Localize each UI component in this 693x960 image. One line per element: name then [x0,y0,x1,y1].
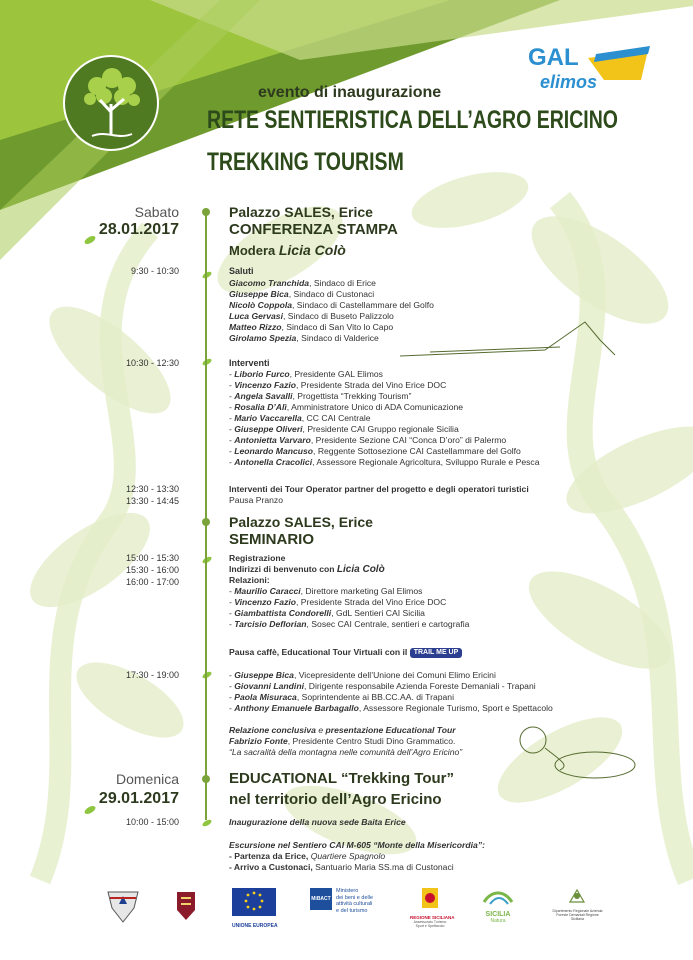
list-item: Nicolò Coppola, Sindaco di Castellammare del Golfo [229,300,434,310]
time-slot: 17:30 - 19:00 [125,670,179,680]
list-item: Luca Gervasi, Sindaco di Buseto Palizzolo [229,311,394,321]
list-item: - Mario Vaccarella, CC CAI Centrale [229,413,371,423]
trail-me-up-logo: TRAIL ME UP [410,648,463,658]
list-item: - Giuseppe Oliveri, Presidente CAI Gruppo regionale Sicilia [229,424,459,434]
conclusion-block [229,725,462,758]
list-item: - Anthony Emanuele Barbagallo, Assessore Regionale Turismo, Sport e Spettacolo [229,703,553,713]
list-item: - Antonietta Varvaro, Presidente Sezione CAI “Conca D’oro” di Palermo [229,435,507,445]
list-item: Girolamo Spezia, Sindaco di Valderice [229,333,379,343]
mibact-line: attività culturali [336,901,373,907]
event-title-line1: RETE SENTIERISTICA DELL’AGRO ERICINO [207,106,618,134]
time-slot: 9:30 - 10:30 [130,266,179,276]
moderator-line [229,242,346,258]
excursion-step: - Arrivo a Custonaci, Santuario Maria SS.ma di Custonaci [229,862,454,872]
timeline-dot [202,208,210,216]
moderator-name: Licia Colò [278,242,346,258]
eu-logo [232,888,278,929]
list-item: - Tarcisio Deflorian, Sosec CAI Centrale, sentieri e cartografia [229,619,470,629]
regione-label: REGIONE SICILIANA [410,915,455,920]
relazioni-heading: Relazioni: [229,575,270,585]
foreste-label: Dipartimento Regionale Azienda Foreste Demaniali Regione Siciliana [552,909,603,921]
seminar-venue: Palazzo SALES, Erice [229,514,373,530]
list-item: - Antonella Cracolici, Assessore Regionale Agricoltura, Sviluppo Rurale e Pesca [229,457,540,467]
conclusion-speaker: Fabrizio Fonte, Presidente Centro Studi Dino Grammatico. [229,736,456,746]
cai-logo [106,888,140,924]
excursion-step: - Partenza da Erice, Quartiere Spagnolo [229,851,386,861]
seminar-block [229,553,469,630]
regione-sub-label: Assessorato Turismo Sport e Spettacolo [413,920,447,928]
excursion-block [229,840,485,873]
time-slot: 10:30 - 12:30 [125,358,179,368]
timeline-dot [202,518,210,526]
mibact-line: Ministero [336,888,359,894]
welcome-line: Indirizzi di benvenuto con Licia Colò [229,564,385,575]
interventi-heading: Interventi [229,358,270,368]
sicilia-natura-logo [478,888,518,924]
time-slot: 10:00 - 15:00 [125,817,179,827]
excursion-heading: Escursione nel Sentiero CAI M-605 “Monte della Misericordia”: [229,840,485,850]
saluti-list [229,278,434,344]
tree-logo [62,54,160,152]
conclusion-quote: “La sacralità della montagna nelle comunità dell’Agro Ericino” [229,747,463,757]
time-slot: 15:30 - 16:00 [125,565,179,575]
interventi-list [229,369,539,468]
saluti-heading: Saluti [229,266,254,276]
natura-label: Natura [490,918,506,924]
sicilia-label: SICILIA [485,911,511,918]
list-item: - Paola Misuraca, Soprintendente ai BB.CC.AA. di Trapani [229,692,454,702]
event-subtitle: evento di inaugurazione [258,84,442,101]
day2-date: 29.01.2017 [98,790,179,807]
time-slot: 15:00 - 15:30 [125,553,179,563]
lunch-line: Pausa Pranzo [229,495,283,505]
list-item: - Liborio Furco, Presidente GAL Elimos [229,369,383,379]
speakers-list [229,670,553,714]
event-title-line2: TREKKING TOURISM [207,148,404,176]
list-item: Matteo Rizzo, Sindaco di San Vito lo Capo [229,322,394,332]
time-slot: 13:30 - 14:45 [125,496,179,506]
erice-logo [175,888,197,924]
eu-logo-label: UNIONE EUROPEA [232,923,278,929]
conclusion-line: Relazione conclusiva e presentazione Educational Tour [229,725,456,735]
registration: Registrazione [229,553,286,563]
day2-section-line1: EDUCATIONAL “Trekking Tour” [229,770,455,787]
time-slot: 16:00 - 17:00 [125,577,179,587]
time-slot: 12:30 - 13:30 [125,484,179,494]
timeline-line [205,210,207,820]
list-item: - Maurilio Caracci, Direttore marketing Gal Elimos [229,586,423,596]
list-item: - Leonardo Mancuso, Reggente Sottosezione CAI Castellammare del Golfo [229,446,521,456]
list-item: - Vincenzo Fazio, Presidente Strada del Vino Erice DOC [229,597,447,607]
list-item: Giacomo Tranchida, Sindaco di Erice [229,278,376,288]
moderator-prefix: Modera [229,243,276,258]
foreste-logo [550,888,605,924]
list-item: - Giovanni Landini, Dirigente responsabile Azienda Foreste Demaniali - Trapani [229,681,536,691]
mibact-line: dei beni e delle [336,894,374,901]
day1-venue: Palazzo SALES, Erice [229,204,373,220]
gal-logo-text: GAL [528,44,579,71]
regione-siciliana-logo [410,888,455,928]
list-item: - Angela Savalli, Progettista “Trekking Tourism” [229,391,412,401]
inauguration-line: Inaugurazione della nuova sede Baita Erice [229,817,406,827]
list-item: - Rosalia D’Alì, Amministratore Unico di ADA Comunicazione [229,402,464,412]
day1-name: Sabato [134,204,179,220]
mibact-line: e del turismo [336,907,368,914]
gal-elimos-logo [526,40,656,100]
coffee-break-line: Pausa caffè, Educational Tour Virtuali con il TRAIL ME UP [229,647,462,658]
mibact-logo: MiBACT Ministero dei beni e delle attività culturali e del turismo [311,888,374,914]
day1-section-title: CONFERENZA STAMPA [229,221,398,238]
seminar-section-title: SEMINARIO [229,531,315,548]
day2-name: Domenica [115,771,179,787]
operators-line: Interventi dei Tour Operator partner del progetto e degli operatori turistici [229,484,529,494]
day1-date: 28.01.2017 [98,221,179,238]
elimos-logo-text: elimos [540,72,598,92]
list-item: - Vincenzo Fazio, Presidente Strada del Vino Erice DOC [229,380,447,390]
list-item: - Giambattista Condorelli, GdL Sentieri CAI Sicilia [229,608,425,618]
day2-section-line2: nel territorio dell’Agro Ericino [229,791,442,808]
list-item: Giuseppe Bica, Sindaco di Custonaci [229,289,375,299]
timeline-dot [202,775,210,783]
list-item: - Giuseppe Bica, Vicepresidente dell’Unione dei Comuni Elimo Ericini [229,670,496,680]
